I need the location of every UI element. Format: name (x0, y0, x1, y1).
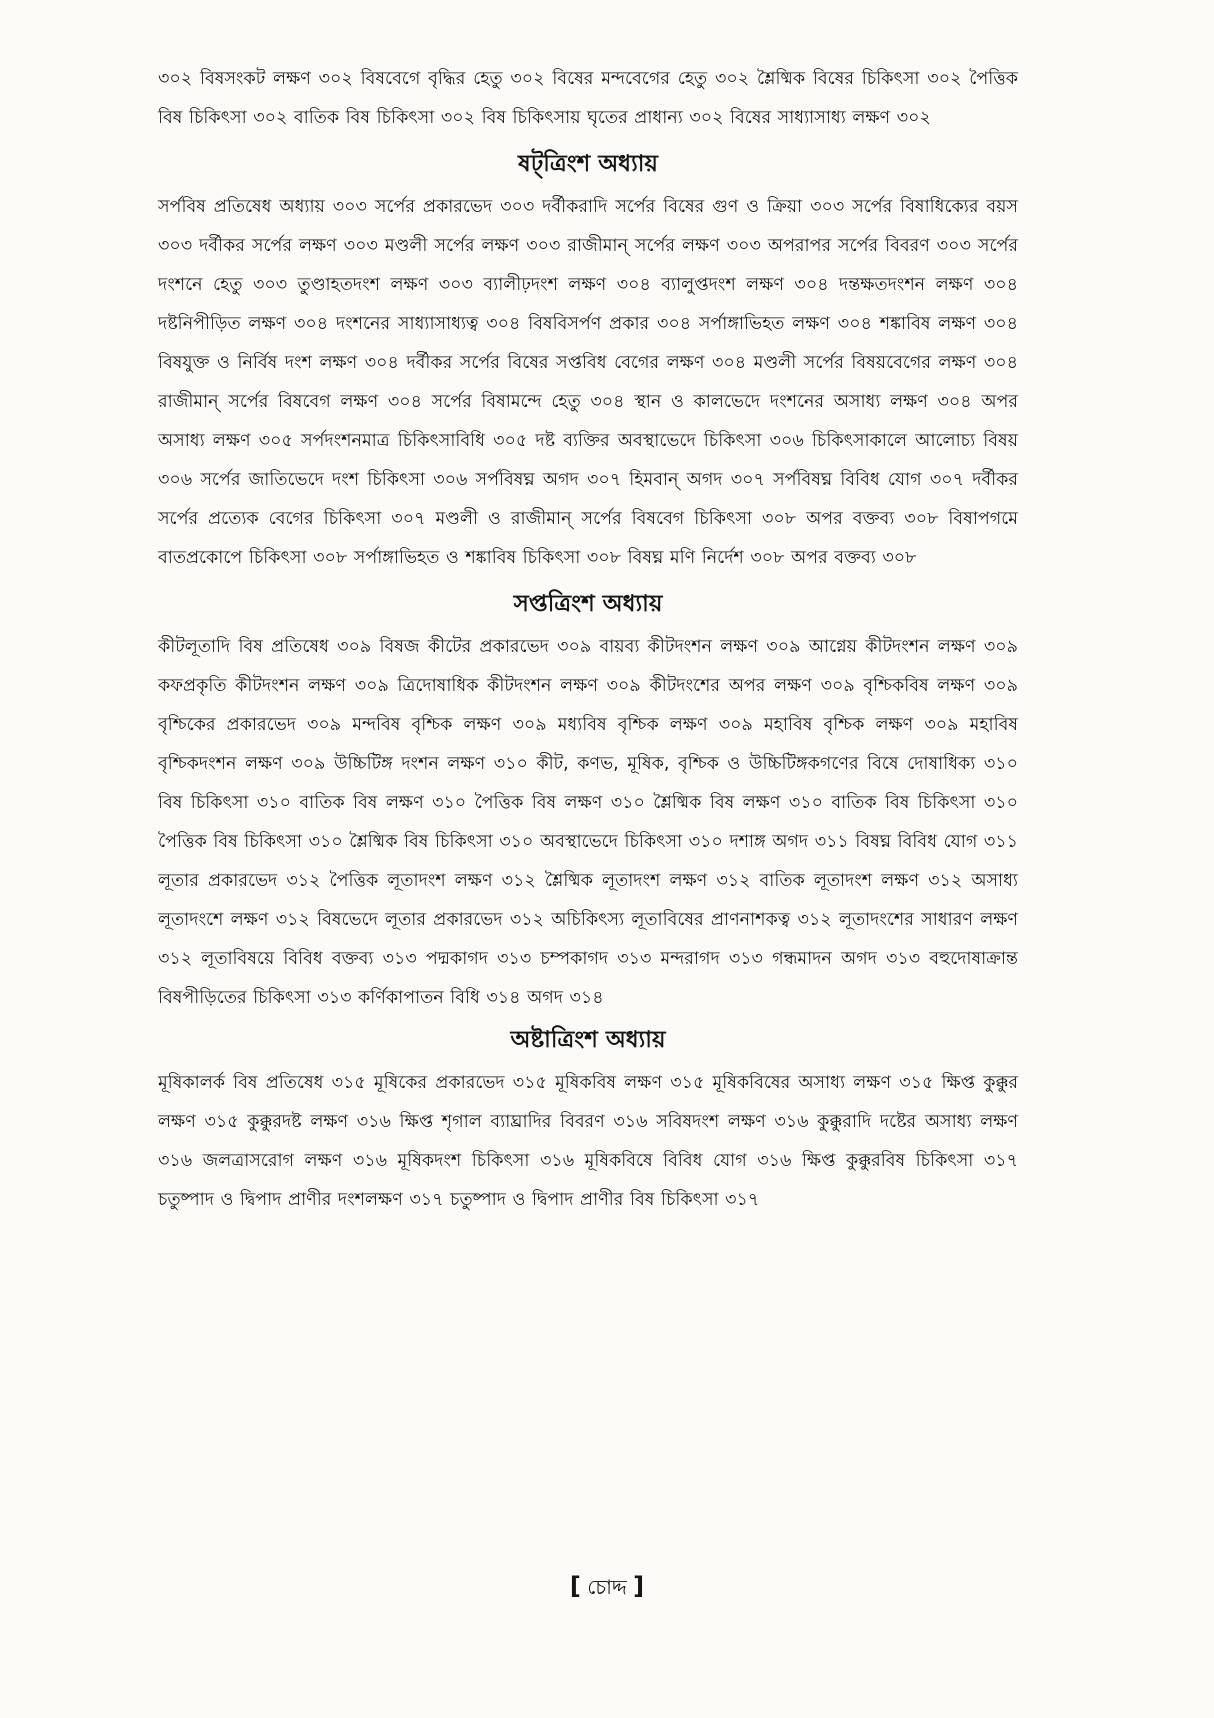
page-number-label: চোদ্দ (587, 1575, 627, 1599)
page-number-right-bracket: ] (633, 1572, 645, 1600)
index-page (158, 60, 1018, 1220)
page-number-left-bracket: [ (569, 1572, 581, 1600)
chapter-36-heading: ষট্‌ত্রিংশ অধ্যায় (518, 151, 658, 177)
chapter-38-text: মূষিকালর্ক বিষ প্রতিষেধ ৩১৫ মূষিকের প্রকারভেদ ৩১৫ মূষিকবিষ লক্ষণ ৩১৫ মূষিকবিষের অসাধ্য লক্ষণ ৩১৫ ক্ষিপ্ত কুক্কুর লক্ষণ ৩১৫ কুক্কুরদষ্ট লক্ষণ ৩১৬ ক্ষিপ্ত শৃগাল ব্যাঘ্রাদির বিবরণ ৩১৬ সবিষদংশ লক্ষণ ৩১৬ কুক্কুরাদি দষ্টের অসাধ্য লক্ষণ ৩১৬ জলত্রাসরোগ লক্ষণ ৩১৬ মূষিকদংশ চিকিৎসা ৩১৬ মূষিকবিষে বিবিধ যোগ ৩১৬ ক্ষিপ্ত কুক্কুরবিষ চিকিৎসা ৩১৭ চতুষ্পাদ ও দ্বিপাদ প্রাণীর দংশলক্ষণ ৩১৭ চতুষ্পাদ ও দ্বিপাদ প্রাণীর বিষ চিকিৎসা ৩১৭ (158, 1073, 1018, 1210)
chapter-36-text: সর্পবিষ প্রতিষেধ অধ্যায় ৩০৩ সর্পের প্রকারভেদ ৩০৩ দর্বীকরাদি সর্পের বিষের গুণ ও ক্রিয়া ৩০৩ সর্পের বিষাধিক্যের বয়স ৩০৩ দর্বীকর সর্পের লক্ষণ ৩০৩ মণ্ডলী সর্পের লক্ষণ ৩০৩ রাজীমান্ সর্পের লক্ষণ ৩০৩ অপরাপর সর্পের বিবরণ ৩০৩ সর্পের দংশনে হেতু ৩০৩ তুণ্ডাহতদংশ লক্ষণ ৩০৩ ব্যালীঢ়দংশ লক্ষণ ৩০৪ ব্যালুপ্তদংশ লক্ষণ ৩০৪ দন্তক্ষতদংশন লক্ষণ ৩০৪ দষ্টনিপীড়িত লক্ষণ ৩০৪ দংশনের সাধ্যাসাধ্যত্ব ৩০৪ বিষবিসর্পণ প্রকার ৩০৪ সর্পাঙ্গাভিহত লক্ষণ ৩০৪ শঙ্কাবিষ লক্ষণ ৩০৪ বিষযুক্ত ও নির্বিষ দংশ লক্ষণ ৩০৪ দর্বীকর সর্পের বিষের সপ্তবিধ বেগের লক্ষণ ৩০৪ মণ্ডলী সর্পের বিষয়বেগের লক্ষণ ৩০৪ রাজীমান্ সর্পের বিষবেগ লক্ষণ ৩০৪ সর্পের বিষামন্দে হেতু ৩০৪ স্থান ও কালভেদে দংশনের অসাধ্য লক্ষণ ৩০৪ অপর অসাধ্য লক্ষণ ৩০৫ সর্পদংশনমাত্র চিকিৎসাবিধি ৩০৫ দষ্ট ব্যক্তির অবস্থাভেদে চিকিৎসা ৩০৬ চিকিৎসাকালে আলোচ্য বিষয় ৩০৬ সর্পের জাতিভেদে দংশ চিকিৎসা ৩০৬ সর্পবিষঘ্ন অগদ ৩০৭ হিমবান্ অগদ ৩০৭ সর্পবিষঘ্ন বিবিধ যোগ ৩০৭ দর্বীকর সর্পের প্রত্যেক বেগের চিকিৎসা ৩০৭ মণ্ডলী ও রাজীমান্ সর্পের বিষবেগ চিকিৎসা ৩০৮ অপর বক্তব্য ৩০৮ বিষাপগমে বাতপ্রকোপে চিকিৎসা ৩০৮ সর্পাঙ্গাভিহত ও শঙ্কাবিষ চিকিৎসা ৩০৮ বিষঘ্ন মণি নির্দেশ ৩০৮ অপর বক্তব্য ৩০৮ (158, 197, 1018, 568)
chapter-38-heading: অষ্টাত্রিংশ অধ্যায় (510, 1027, 666, 1053)
page-number (0, 1572, 1214, 1606)
chapter-37-text: কীটলূতাদি বিষ প্রতিষেধ ৩০৯ বিষজ কীটের প্রকারভেদ ৩০৯ বায়ব্য কীটদংশন লক্ষণ ৩০৯ আগ্নেয় কীটদংশন লক্ষণ ৩০৯ কফপ্রকৃতি কীটদংশন লক্ষণ ৩০৯ ত্রিদোষাধিক কীটদংশন লক্ষণ ৩০৯ কীটদংশের অপর লক্ষণ ৩০৯ বৃশ্চিকবিষ লক্ষণ ৩০৯ বৃশ্চিকের প্রকারভেদ ৩০৯ মন্দবিষ বৃশ্চিক লক্ষণ ৩০৯ মধ্যবিষ বৃশ্চিক লক্ষণ ৩০৯ মহাবিষ বৃশ্চিক লক্ষণ ৩০৯ মহাবিষ বৃশ্চিকদংশন লক্ষণ ৩০৯ উচ্চিটিঙ্গ দংশন লক্ষণ ৩১০ কীট, কণভ, মূষিক, বৃশ্চিক ও উচ্চিটিঙ্গকগণের বিষে দোষাধিক্য ৩১০ বিষ চিকিৎসা ৩১০ বাতিক বিষ লক্ষণ ৩১০ পৈত্তিক বিষ লক্ষণ ৩১০ শ্লৈষ্মিক বিষ লক্ষণ ৩১০ বাতিক বিষ চিকিৎসা ৩১০ পৈত্তিক বিষ চিকিৎসা ৩১০ শ্লৈষ্মিক বিষ চিকিৎসা ৩১০ অবস্থাভেদে চিকিৎসা ৩১০ দশাঙ্গ অগদ ৩১১ বিষঘ্ন বিবিধ যোগ ৩১১ লূতার প্রকারভেদ ৩১২ পৈত্তিক লূতাদংশ লক্ষণ ৩১২ শ্লৈষ্মিক লূতাদংশ লক্ষণ ৩১২ বাতিক লূতাদংশ লক্ষণ ৩১২ অসাধ্য লূতাদংশে লক্ষণ ৩১২ বিষভেদে লূতার প্রকারভেদ ৩১২ অচিকিৎস্য লূতাবিষের প্রাণনাশকত্ব ৩১২ লূতাদংশের সাধারণ লক্ষণ ৩১২ লূতাবিষয়ে বিবিধ বক্তব্য ৩১৩ পদ্মকাগদ ৩১৩ চম্পকাগদ ৩১৩ মন্দরাগদ ৩১৩ গন্ধমাদন অগদ ৩১৩ বহুদোষাক্রান্ত বিষপীড়িতের চিকিৎসা ৩১৩ কর্ণিকাপাতন বিধি ৩১৪ অগদ ৩১৪ (158, 637, 1018, 1008)
section-0-text: ৩০২ বিষসংকট লক্ষণ ৩০২ বিষবেগে বৃদ্ধির হেতু ৩০২ বিষের মন্দবেগের হেতু ৩০২ শ্লৈষ্মিক বিষের চিকিৎসা ৩০২ পৈত্তিক বিষ চিকিৎসা ৩০২ বাতিক বিষ চিকিৎসা ৩০২ বিষ চিকিৎসায় ঘৃতের প্রাধান্য ৩০২ বিষের সাধ্যাসাধ্য লক্ষণ ৩০২ (158, 69, 1018, 128)
chapter-37-heading: সপ্তত্রিংশ অধ্যায় (513, 591, 663, 617)
